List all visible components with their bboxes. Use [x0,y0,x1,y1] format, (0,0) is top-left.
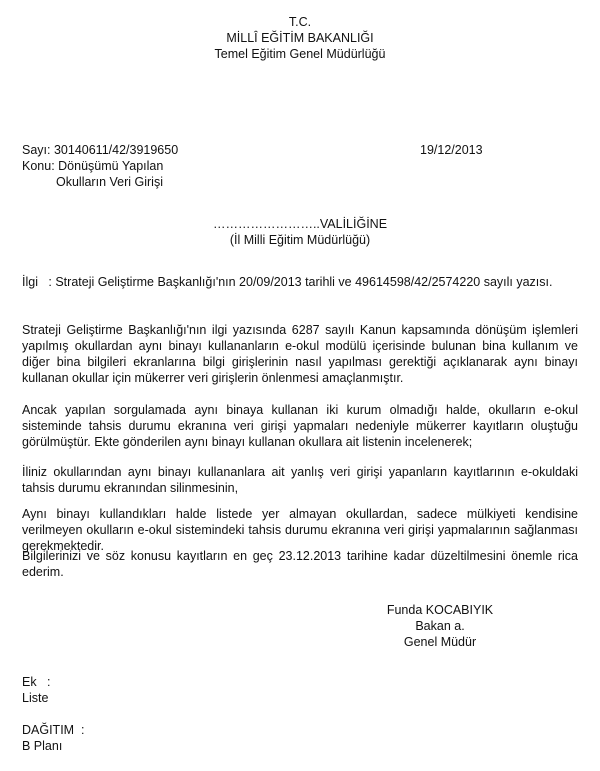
attachments-label: Ek : [22,675,51,689]
subject-line-2: Okulların Veri Girişi [56,175,163,189]
document-number: Sayı: 30140611/42/3919650 [22,143,179,157]
distribution-item: B Planı [22,739,63,753]
document-date: 19/12/2013 [420,143,483,157]
header-directorate: Temel Eğitim Genel Müdürlüğü [214,47,386,61]
subject-line-1: Konu: Dönüşümü Yapılan [22,159,164,173]
body-paragraph-5: Bilgilerinizi ve söz konusu kayıtların en geç 23.12.2013 tarihine kadar düzeltilmesini önemle rica ederim. [22,549,578,579]
reference-line: İlgi : Strateji Geliştirme Başkanlığı'nın 20/09/2013 tarihli ve 49614598/42/2574220 sayılı yazısı. [22,275,553,289]
addressee-line-1: ……………………..VALİLİĞİNE [212,217,388,231]
body-paragraph-1: Strateji Geliştirme Başkanlığı'nın ilgi yazısında 6287 sayılı Kanun kapsamında dönüşüm işlemleri yapılmış okullardan aynı binayı kullananların e-okul modülü içerisinde bulunan bina kullanım ve diğer bina bilgileri ekranlarına bilgi girişlerinin nasıl yapılması gerektiği açıklanarak aynı binayı kullanan okullar için mükerrer veri girişlerin önlenmesi amaçlanmıştır. [22,323,578,385]
signatory-title-2: Genel Müdür [403,635,477,649]
signatory-title-1: Bakan a. [415,619,465,633]
body-paragraph-4: Aynı binayı kullandıkları halde listede yer almayan okullardan, sadece mülkiyeti kendisine verilmeyen okulların e-okul sistemindeki tahsis durumu ekranına veri girişi yapmalarının sağlanması gerekmektedir. [22,507,578,553]
addressee-line-2: (İl Milli Eğitim Müdürlüğü) [229,233,371,247]
distribution-label: DAĞITIM : [22,723,85,737]
header-tc: T.C. [288,15,312,29]
body-paragraph-2: Ancak yapılan sorgulamada aynı binaya kullanan iki kurum olmadığı halde, okulların e-okul sisteminde tahsis durumu ekranına veri girişi yapmaları nedeniyle mükerrer kayıtların oluştuğu görülmüştür. Ekte gönderilen aynı binayı kullanan okullara ait listenin incelenerek; [22,403,578,449]
header-ministry: MİLLÎ EĞİTİM BAKANLIĞI [226,31,374,45]
signatory-name: Funda KOCABIYIK [386,603,494,617]
body-paragraph-3: İliniz okullarından aynı binayı kullananlara ait yanlış veri girişi yapanların kayıtlarının e-okuldaki tahsis durumu ekranından silinmesinin, [22,465,578,495]
attachments-item: Liste [22,691,49,705]
